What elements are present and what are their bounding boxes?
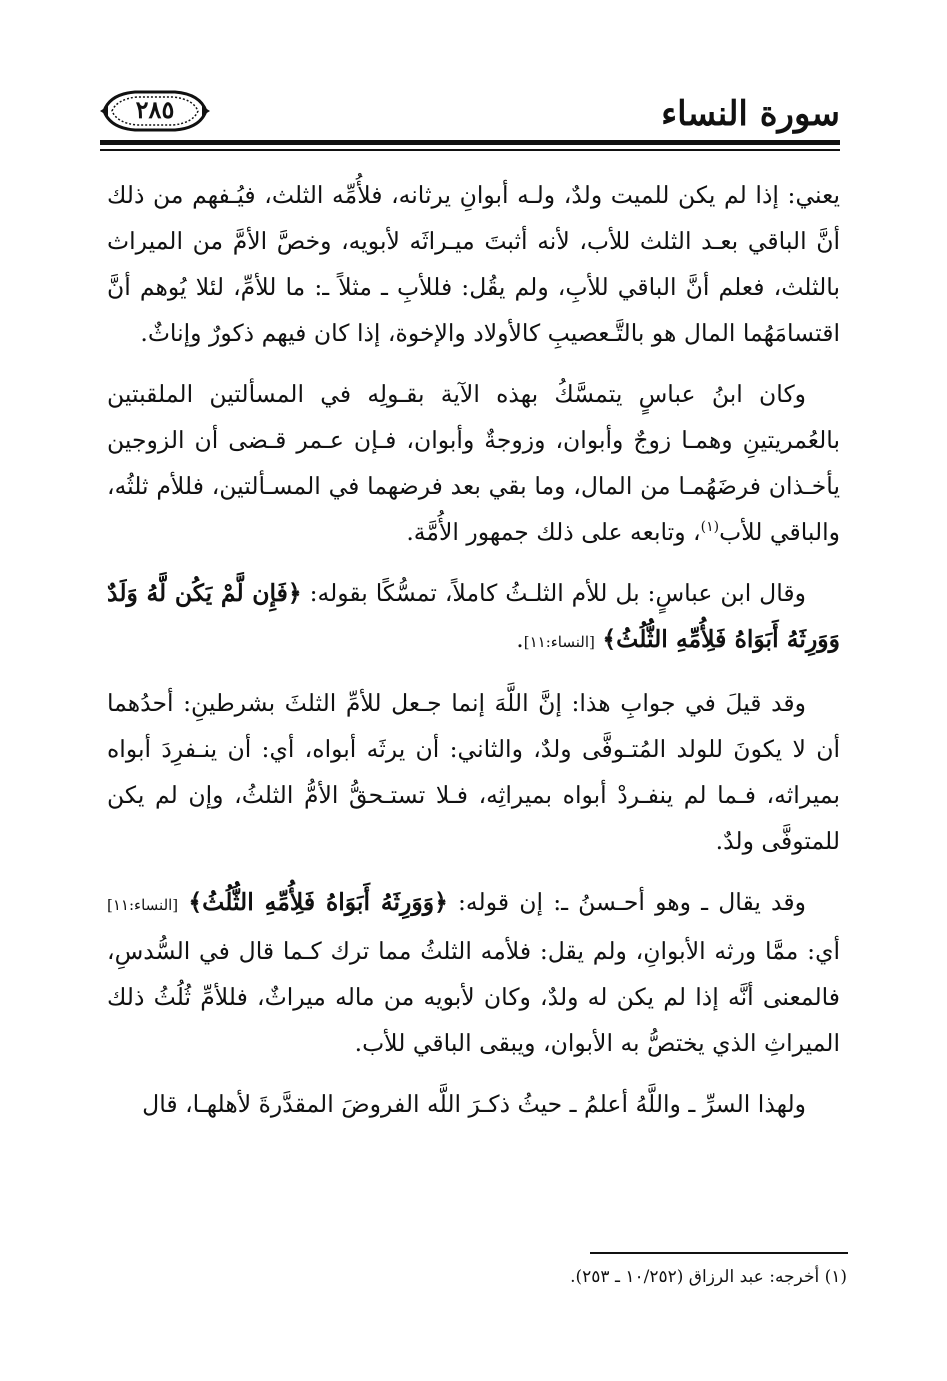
quran-verse: ﴿فَإِن لَّمْ يَكُن لَّهُ وَلَدٌ وَوَرِثَهُ أَبَوَاهُ فَلِأُمِّهِ الثُّلُثُ﴾	[107, 579, 840, 653]
footnote: (١) أخرجه: عبد الرزاق (١٠/٢٥٢ ـ ٢٥٣).	[570, 1267, 847, 1287]
page-number-badge	[100, 86, 210, 136]
paragraph	[107, 879, 840, 1066]
surah-title: سورة النساء	[661, 94, 840, 134]
paragraph: ولهذا السرِّ ـ واللَّهُ أعلمُ ـ حيثُ ذكـرَ اللَّه الفروضَ المقدَّرةَ لأهلهـا، قال	[142, 1090, 806, 1118]
page-number: ٢٨٥	[135, 95, 175, 124]
main-text	[107, 172, 840, 1142]
footnote-separator	[590, 1252, 848, 1254]
page-header	[100, 80, 840, 140]
paragraph-text: .	[516, 625, 524, 653]
paragraph-text: أي: ممَّا ورثه الأبوانِ، ولم يقل: فلأمه الثلثُ مما ترك كـما قال في السُّدسِ، فالمعنى أنَّه إذا لم يكن له ولدٌ، وكان لأبويه من ماله ميراثٌ، فللأمِّ ثُلُثُ ذلك الميراثِ الذي يختصُّ به الأبوان، ويبقى الباقي للأب.	[107, 937, 840, 1057]
paragraph	[107, 371, 840, 555]
header-rule-thin	[100, 149, 840, 151]
header-rule-thick	[100, 140, 840, 145]
paragraph-text: وقال ابن عباسٍ: بل للأم الثلـثُ كاملاً، تمسُّكًا بقوله:	[301, 579, 806, 607]
paragraph-text: ، وتابعه على ذلك جمهور الأُمَّة.	[406, 518, 701, 546]
paragraph-text: وكان ابنُ عباسٍ يتمسَّكُ بهذه الآية بقـولِه في المسألتين الملقبتين بالعُمريتينِ وهمـا زوجٌ وأبوان، وزوجةٌ وأبوان، فـإن عـمر قـضى أن الزوجين يأخـذان فرضَهُمـا من المال، وما بقي بعد فرضهما في المسـألتين، فللأم ثلثُه، والباقي للأب	[107, 380, 840, 546]
verse-reference: [النساء:١١]	[523, 633, 595, 651]
verse-reference: [النساء:١١]	[107, 896, 179, 914]
footnote-marker[interactable]: (١)	[700, 519, 720, 536]
paragraph: يعني: إذا لم يكن للميت ولدٌ، ولـه أبوانِ يرثانه، فلأُمِّه الثلث، فيُـفهم من ذلك أنَّ الباقي بعـد الثلث للأب، لأنه أثبتَ ميـراثَه لأبويه، وخصَّ الأمَّ من الميراث بالثلث، فعلم أنَّ الباقي للأبِ، ولم يقُل: فللأبِ ـ مثلاً ـ: ما للأمِّ، لئلا يُوهم أنَّ اقتسامَهُما المال هو بالتَّـعصيبِ كالأولاد والإخوة، إذا كان فيهم ذكورٌ وإناثٌ.	[107, 181, 840, 347]
paragraph	[107, 570, 840, 665]
paragraph-text: وقد يقال ـ وهو أحـسنُ ـ: إن قوله:	[447, 888, 806, 916]
paragraph: وقد قيلَ في جوابِ هذا: إنَّ اللَّهَ إنما جـعل للأمِّ الثلثَ بشرطينِ: أحدُهما أن لا يكونَ للولد المُتـوفَّى ولدٌ، والثاني: أن يرثَه أبواه، أي: أن ينـفرِدَ أبواه بميراثه، فـما لم ينفـردْ أبواه بميراثِه، فـلا تستـحقُّ الأمُّ الثلثُ، وإن لم يكن للمتوفَّى ولدٌ.	[107, 689, 840, 855]
quran-verse: ﴿وَوَرِثَهُ أَبَوَاهُ فَلِأُمِّهِ الثُّلُثُ﴾	[188, 888, 448, 916]
